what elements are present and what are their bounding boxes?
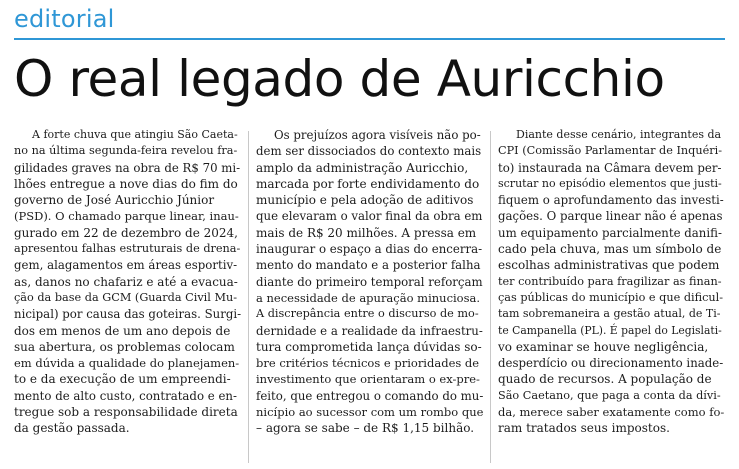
article-text-line: ram tratados seus impostos. <box>498 421 670 436</box>
article-text-line: no na última segunda-feira revelou fra- <box>14 144 238 158</box>
column-divider <box>248 131 249 463</box>
article-text-line: as, danos no chafariz e até a evacua- <box>14 274 238 289</box>
article-text-line: fiquem o aprofundamento das investi- <box>498 193 724 208</box>
article-text-line: ças públicas do município e que dificul- <box>498 290 724 304</box>
article-headline: O real legado de Auricchio <box>14 50 665 108</box>
article-text-line: quado de recursos. A população de <box>498 372 712 387</box>
article-text-line: município e pela adoção de aditivos <box>256 193 474 208</box>
article-text-line: tregue sob a responsabilidade direta <box>14 405 238 420</box>
article-column-1 <box>14 127 241 467</box>
article-text-line: Diante desse cenário, integrantes da <box>516 128 722 141</box>
article-text-line: escolhas administrativas que podem <box>498 258 720 273</box>
article-text-line: scrutar no episódio elementos que justi- <box>498 176 722 190</box>
article-body <box>14 127 725 467</box>
article-text-line: da, merece saber exatamente como fo- <box>498 405 725 420</box>
article-text-line: nicípio ao sucessor com um rombo que <box>256 405 483 420</box>
article-text-line: feito, que entregou o comando do mu- <box>256 388 483 403</box>
kicker-divider <box>14 38 725 40</box>
article-text-line: lhões entregue a nove dias do fim do <box>14 176 238 191</box>
article-text-line: – agora se sabe – de R$ 1,15 bilhão. <box>256 421 475 436</box>
article-text-line: tam sobremaneira a gestão atual, de Ti- <box>498 307 721 321</box>
article-text-line: da gestão passada. <box>14 421 130 436</box>
article-text-line: mais de R$ 20 milhões. A pressa em <box>256 225 477 240</box>
article-text-line: sua abertura, os problemas colocam <box>14 339 235 354</box>
article-text-line: São Caetano, que paga a conta da dívi- <box>498 388 721 402</box>
article-text-line: em dúvida a qualidade do planejamen- <box>14 356 240 371</box>
article-text-line: governo de José Auricchio Júnior <box>14 193 215 208</box>
article-text-line: investimento que orientaram o ex-pre- <box>256 372 480 387</box>
article-text-line: dos em menos de um ano depois de <box>14 323 231 338</box>
article-text-line: diante do primeiro temporal reforçam <box>256 274 483 289</box>
article-column-2 <box>256 127 483 467</box>
article-text-line: to e da execução de um empreendi- <box>14 372 231 387</box>
article-text-line: dernidade e a realidade da infraestru- <box>256 323 483 338</box>
article-text-line: cado pela chuva, mas um símbolo de <box>498 242 722 257</box>
article-text-line: inaugurar o espaço a dias do encerra- <box>256 242 483 257</box>
article-text-line: gações. O parque linear não é apenas <box>498 209 723 224</box>
article-text-line: marcada por forte endividamento do <box>256 176 480 191</box>
article-text-line: ção da base da GCM (Guarda Civil Mu- <box>14 290 238 304</box>
column-divider <box>490 131 491 463</box>
article-text-line: que elevaram o valor final da obra em <box>256 209 483 224</box>
article-text-line: A forte chuva que atingiu São Caeta- <box>32 128 238 141</box>
article-text-line: Os prejuízos agora visíveis não po- <box>274 128 481 142</box>
article-text-line: to) instaurada na Câmara devem per- <box>498 160 722 175</box>
article-text-line: um equipamento parcialmente danifi- <box>498 225 722 240</box>
article-text-line: tura comprometida lança dúvidas so- <box>256 339 482 354</box>
article-text-line: vo examinar se houve negligência, <box>498 339 709 354</box>
article-text-line: CPI (Comissão Parlamentar de Inquéri- <box>498 144 723 158</box>
article-text-line: A discrepância entre o discurso de mo- <box>256 307 479 321</box>
article-text-line: dem ser dissociados do contexto mais <box>256 144 482 159</box>
article-text-line: gurado em 22 de dezembro de 2024, <box>14 225 238 240</box>
article-text-line: gem, alagamentos em áreas esportiv- <box>14 258 238 273</box>
article-text-line: mento do mandato e a posterior falha <box>256 258 481 273</box>
article-text-line: apresentou falhas estruturais de drena- <box>14 242 241 256</box>
article-text-line: nicipal) por causa das goteiras. Surgi- <box>14 307 241 322</box>
article-text-line: amplo da administração Auricchio, <box>256 160 469 175</box>
article-text-line: ter contribuído para fragilizar as finan- <box>498 274 722 288</box>
article-column-3 <box>498 127 725 467</box>
article-text-line: desperdício ou direcionamento inade- <box>498 356 724 371</box>
article-text-line: te Campanella (PL). É papel do Legislati- <box>498 323 722 337</box>
article-text-line: mento de alto custo, contratado e en- <box>14 388 237 403</box>
article-text-line: (PSD). O chamado parque linear, inau- <box>14 209 239 224</box>
article-text-line: gilidades graves na obra de R$ 70 mi- <box>14 160 241 175</box>
article-text-line: bre critérios técnicos e prioridades de <box>256 356 480 371</box>
article-text-line: a necessidade de apuração minuciosa. <box>256 290 481 305</box>
section-kicker: editorial <box>14 5 115 33</box>
